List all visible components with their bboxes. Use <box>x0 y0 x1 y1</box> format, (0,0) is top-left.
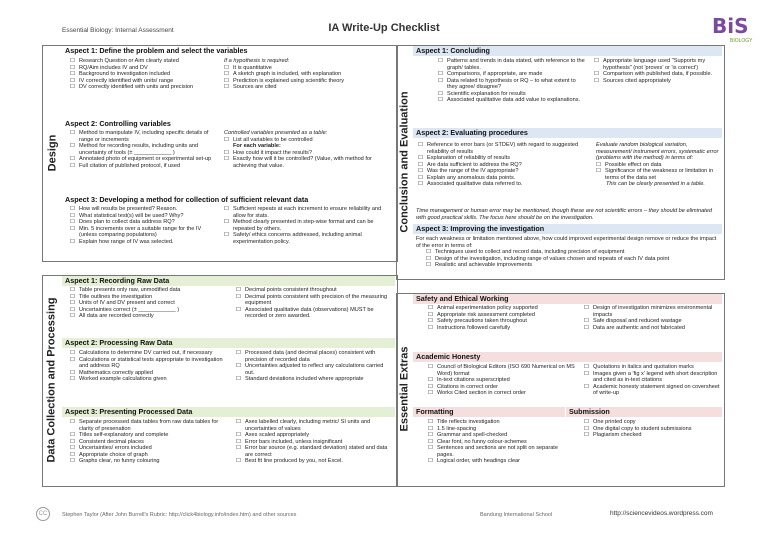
checkbox-icon[interactable]: ☐ <box>584 364 590 370</box>
checklist-item-label: Appropriate choice of graph <box>79 451 148 458</box>
submission-list <box>584 419 720 439</box>
submission-heading: Submission <box>566 407 722 417</box>
checkbox-icon[interactable]: ☐ <box>224 232 230 238</box>
checklist-item-label: Explain how range of IV was selected. <box>79 238 174 245</box>
checkbox-icon[interactable]: ☐ <box>70 77 76 84</box>
checklist-item-label: Design of the investigation, including range of values chosen and repeats of each IV data point <box>435 255 670 262</box>
checkbox-icon[interactable]: ☐ <box>428 419 434 425</box>
checklist-item-label: Units of IV and DV present and correct <box>79 300 175 306</box>
checklist-item-label: One digital copy to student submissions <box>593 425 692 432</box>
checkbox-icon[interactable]: ☐ <box>70 458 76 464</box>
checklist-item-label: Safety precautions taken throughout <box>437 318 527 324</box>
checklist-item-label: Explanation of reliability of results <box>427 155 511 161</box>
checkbox-icon[interactable]: ☐ <box>224 136 230 143</box>
checkbox-icon[interactable]: ☐ <box>418 174 424 181</box>
checklist-item[interactable] <box>236 294 392 307</box>
checklist-item[interactable] <box>70 458 230 465</box>
checklist-item-label: Title reflects investigation <box>437 419 500 425</box>
checklist-item-label: Associated qualitative data add value to explanations. <box>447 97 581 103</box>
checkbox-icon[interactable]: ☐ <box>70 84 76 90</box>
conclusion-aspect3-heading: Aspect 3: Improving the investigation <box>413 224 722 234</box>
checklist-item-label: Grammar and spell-checked <box>437 432 508 438</box>
checklist-item[interactable] <box>584 432 720 439</box>
checkbox-icon[interactable]: ☐ <box>224 156 230 162</box>
checkbox-icon[interactable]: ☐ <box>426 249 432 255</box>
honesty-heading: Academic Honesty <box>413 352 722 362</box>
checklist-item[interactable] <box>236 458 392 465</box>
footer-author: Stephen Taylor (After John Burrell's Rubric: http://click4biology.info/index.htm) and other sources <box>62 512 297 518</box>
checkbox-icon[interactable]: ☐ <box>70 313 76 319</box>
dcp-a2-left <box>70 350 230 383</box>
checklist-item-label: One printed copy <box>593 419 636 425</box>
checkbox-icon[interactable]: ☐ <box>584 425 590 432</box>
checklist-item-label: Full citation of published protocol, if used <box>79 162 181 169</box>
checkbox-icon[interactable]: ☐ <box>438 77 444 84</box>
checkbox-icon[interactable]: ☐ <box>236 445 242 451</box>
design-aspect1-heading: Aspect 1: Define the problem and select the variables <box>65 46 248 55</box>
checklist-item-label: Annotated photo of equipment or experimental set-up <box>79 156 212 162</box>
checklist-item-label: Background to investigation included <box>79 71 171 77</box>
checkbox-icon[interactable]: ☐ <box>70 287 76 293</box>
checklist-item-label: Worked example calculations given <box>79 376 167 382</box>
checklist-item[interactable] <box>70 357 230 370</box>
checkbox-icon[interactable]: ☐ <box>596 168 602 174</box>
checklist-item[interactable] <box>224 156 392 169</box>
checklist-item[interactable] <box>70 226 220 239</box>
checkbox-icon[interactable]: ☐ <box>70 212 76 219</box>
conclusion-a1-left <box>438 58 586 104</box>
checkbox-icon[interactable]: ☐ <box>236 376 242 382</box>
checklist-item-label: Comparison with published data, if possible. <box>603 71 713 77</box>
checkbox-icon[interactable]: ☐ <box>70 156 76 162</box>
checklist-item-label: Title outlines the investigation <box>79 293 153 300</box>
checkbox-icon[interactable]: ☐ <box>426 262 432 268</box>
checkbox-icon[interactable]: ☐ <box>428 377 434 383</box>
checklist-item-label: Academic honesty statement signed on coversheet of write-up <box>593 383 720 396</box>
checklist-item-label: Was the range of the IV appropriate? <box>427 168 519 174</box>
checkbox-icon[interactable]: ☐ <box>428 311 434 318</box>
checklist-item[interactable] <box>224 206 392 219</box>
checklist-item-label: RQ/Aim includes IV and DV <box>79 64 148 71</box>
checkbox-icon[interactable]: ☐ <box>418 155 424 161</box>
checklist-item-label: Min. 5 increments over a suitable range for the IV (unless comparing populations) <box>79 225 202 238</box>
checklist-item-label: Safety/ ethics concerns addressed, including animal experimentation policy. <box>233 232 362 245</box>
checklist-item[interactable] <box>438 58 586 71</box>
checklist-item-label: Plagiarism checked <box>593 432 642 438</box>
checklist-item[interactable] <box>428 364 578 377</box>
checklist-item-label: Associated qualitative data referred to. <box>427 181 523 187</box>
checklist-item[interactable] <box>70 143 220 156</box>
checkbox-icon[interactable]: ☐ <box>70 238 76 245</box>
checklist-item[interactable] <box>584 305 720 318</box>
controlled-vars-heading: Controlled variables presented as a table: <box>224 130 328 136</box>
checklist-item-label: A sketch graph is included, with explanation <box>233 71 342 77</box>
checkbox-icon[interactable]: ☐ <box>70 206 76 212</box>
checklist-item-label: Consistent decimal places <box>79 438 144 445</box>
checklist-item-label: Mathematics correctly applied <box>79 369 153 376</box>
conclusion-aspect2-heading: Aspect 2: Evaluating procedures <box>413 128 722 138</box>
dcp-a3-right <box>236 419 392 465</box>
footer-school: Bandung International School <box>480 512 553 518</box>
checklist-item-label: Error bars included, unless insignificant <box>245 438 343 445</box>
design-a3-right <box>224 206 392 245</box>
conclusion-a1-right <box>594 58 720 84</box>
checklist-item-label: Clear font, no funny colour-schemes <box>437 438 527 445</box>
checklist-item-label: Sources are cited <box>233 84 277 90</box>
checklist-item-label: Works Cited section in correct order <box>437 390 526 396</box>
checkbox-icon[interactable]: ☐ <box>70 419 76 425</box>
checkbox-icon[interactable]: ☐ <box>428 324 434 331</box>
checkbox-icon[interactable]: ☐ <box>224 64 230 71</box>
checklist-item[interactable] <box>70 163 220 170</box>
checklist-item-label: Comparisons, if appropriate, are made <box>447 71 543 77</box>
checklist-item-label: Decimal points consistent throughout <box>245 287 337 293</box>
checklist-item-label: Associated qualitative data (observations) MUST be recorded or zero awarded. <box>245 306 374 319</box>
checkbox-icon[interactable]: ☐ <box>584 383 590 390</box>
checkbox-icon[interactable]: ☐ <box>594 58 600 64</box>
checklist-item-label: Exactly how will it be controlled? (Value, with method for achieving that value. <box>233 156 372 169</box>
checklist-item[interactable] <box>236 419 392 432</box>
checkbox-icon[interactable]: ☐ <box>236 350 242 356</box>
design-side-label: Design <box>46 134 58 171</box>
checklist-item[interactable] <box>594 78 720 85</box>
checklist-item[interactable] <box>236 363 392 376</box>
hypothesis-heading: If a hypothesis is required: <box>224 58 290 64</box>
checkbox-icon[interactable]: ☐ <box>438 71 444 77</box>
checkbox-icon[interactable]: ☐ <box>236 363 242 369</box>
dcp-aspect1-heading: Aspect 1: Recording Raw Data <box>62 276 395 286</box>
checklist-item-label: How could it impact the results? <box>233 149 312 156</box>
checkbox-icon[interactable]: ☐ <box>236 419 242 425</box>
checkbox-icon[interactable]: ☐ <box>418 161 424 168</box>
checkbox-icon[interactable]: ☐ <box>438 97 444 103</box>
checklist-item-label: Uncertainties adjusted to reflect any calculations carried out. <box>245 363 384 376</box>
checkbox-icon[interactable]: ☐ <box>224 206 230 212</box>
checklist-item[interactable] <box>418 181 588 188</box>
checklist-item-label: Processed data (and decimal places) consistent with precision of recorded data <box>245 350 376 363</box>
checklist-item[interactable] <box>224 84 392 91</box>
checkbox-icon[interactable]: ☐ <box>418 168 424 174</box>
checkbox-icon[interactable]: ☐ <box>428 305 434 311</box>
improving-intro: For each weakness or limitation mentioned above, how could improved experimental design remove or reduce the impact of the error in terms of: <box>416 236 717 249</box>
checklist-item[interactable] <box>236 376 392 383</box>
checkbox-icon[interactable]: ☐ <box>70 64 76 71</box>
checkbox-icon[interactable]: ☐ <box>236 287 242 293</box>
checkbox-icon[interactable]: ☐ <box>236 438 242 445</box>
checkbox-icon[interactable]: ☐ <box>70 369 76 376</box>
checklist-item-label: Separate processed data tables from raw data tables for clarity of presenation <box>79 419 219 432</box>
checklist-item-label: Axes labelled clearly, including metric/ SI units and uncertainties of values <box>245 419 371 432</box>
checklist-item[interactable] <box>426 262 720 269</box>
formatting-heading: Formatting <box>413 407 565 417</box>
checkbox-icon[interactable]: ☐ <box>428 445 434 451</box>
checkbox-icon[interactable]: ☐ <box>70 219 76 225</box>
logo-subtext: BIOLOGY <box>730 38 753 44</box>
checklist-item-label: Decimal points consistent with precision of the measuring equipment <box>245 293 388 306</box>
checklist-item-label: Quotations in italics and quotation marks <box>593 364 694 370</box>
checkbox-icon[interactable]: ☐ <box>584 370 590 377</box>
design-a3-left <box>70 206 220 245</box>
dcp-a3-left <box>70 419 230 465</box>
checkbox-icon[interactable]: ☐ <box>584 432 590 438</box>
checklist-item-label: Titles self-explanatory and complete <box>79 432 169 438</box>
evaluate-heading: Evaluate random biological variation, measurement/ instrument errors, systematic error (problems with the method) in terms of: <box>596 142 719 161</box>
checklist-item-label: Techniques used to collect and record data, including precision of equipment <box>435 249 625 255</box>
checklist-item[interactable] <box>594 58 720 71</box>
checkbox-icon[interactable]: ☐ <box>584 419 590 425</box>
checkbox-icon[interactable]: ☐ <box>594 71 600 77</box>
design-a2-left <box>70 130 220 169</box>
checkbox-icon[interactable]: ☐ <box>70 300 76 306</box>
conclusion-a2-right <box>596 142 720 188</box>
checkbox-icon[interactable]: ☐ <box>70 438 76 445</box>
checklist-item[interactable] <box>70 313 230 320</box>
checklist-item-label: Possible effect on data <box>605 161 662 168</box>
checklist-item-label: Sources cited appropriately <box>603 77 671 84</box>
checklist-item-label: Images given a 'fig x' legend with short description and cited as in-text citations <box>593 370 718 383</box>
checkbox-icon[interactable]: ☐ <box>584 305 590 311</box>
page-subtitle: Essential Biology: Internal Assessment <box>62 27 174 34</box>
checklist-item-label: Data are authentic and not fabricated <box>593 324 686 331</box>
design-aspect3-heading: Aspect 3: Developing a method for collection of sufficient relevant data <box>65 195 309 204</box>
checkbox-icon[interactable]: ☐ <box>70 445 76 451</box>
checkbox-icon[interactable]: ☐ <box>70 162 76 169</box>
conclusion-side-label: Conclusion and Evaluation <box>398 90 411 233</box>
for-each-variable: For each variable: <box>233 143 281 149</box>
checklist-item[interactable] <box>428 325 578 332</box>
checklist-item-label: Best fit line produced by you, not Excel. <box>245 458 343 464</box>
checklist-item-label: Sufficient repeats at each increment to ensure reliability and allow for stats. <box>233 206 382 219</box>
design-a1-right <box>224 58 392 91</box>
cc-license-icon: CC <box>36 507 50 521</box>
checkbox-icon[interactable]: ☐ <box>70 306 76 313</box>
checkbox-icon[interactable]: ☐ <box>70 356 76 363</box>
checklist-item-label: Standard deviations included where appropriate <box>245 376 364 382</box>
checklist-item-label: All data are recorded correctly <box>79 313 154 319</box>
checklist-item-label: IV correctly identified with units/ range <box>79 77 174 84</box>
checklist-item-label: Table presents only raw, unmodified data <box>79 287 181 293</box>
honesty-right <box>584 364 720 397</box>
safety-right <box>584 305 720 331</box>
checklist-item-label: Graphs clear, no funny colouring <box>79 458 160 464</box>
checklist-item[interactable] <box>70 84 220 91</box>
safety-heading: Safety and Ethical Working <box>413 294 722 304</box>
checkbox-icon[interactable]: ☐ <box>418 142 424 148</box>
checklist-item[interactable] <box>236 445 392 458</box>
checkbox-icon[interactable]: ☐ <box>428 432 434 438</box>
checklist-item-label: Design of investigation minimizes environmental impacts <box>593 305 713 318</box>
checkbox-icon[interactable]: ☐ <box>70 451 76 458</box>
checklist-item-label: Instructions followed carefully <box>437 324 511 331</box>
checklist-item-label: 1.5 line-spacing <box>437 425 477 432</box>
checklist-item-label: Method for recording results, including units and uncertainty of tools (± ____________ ) <box>79 143 199 156</box>
checklist-item[interactable] <box>584 384 720 397</box>
checkbox-icon[interactable]: ☐ <box>428 364 434 370</box>
checkbox-icon[interactable]: ☐ <box>236 306 242 313</box>
checklist-item[interactable] <box>236 307 392 320</box>
checkbox-icon[interactable]: ☐ <box>70 432 76 438</box>
checklist-item-label: Are data sufficient to address the RQ? <box>427 161 522 168</box>
checkbox-icon[interactable]: ☐ <box>70 293 76 300</box>
checklist-item-label: Uncertainties correct (± ____________ ) <box>79 306 180 313</box>
logo-text: BiS <box>712 14 749 38</box>
checklist-item-label: Explain any anomalous data points. <box>427 174 516 181</box>
footer-url[interactable]: http://sciencevideos.wordpress.com <box>610 510 713 517</box>
checklist-item-label: Method to manipulate IV, including specific details of range or increments <box>79 130 209 143</box>
checkbox-icon[interactable]: ☐ <box>418 181 424 187</box>
checklist-item-label: Patterns and trends in data stated, with reference to the graph/ tables. <box>447 58 585 71</box>
design-a1-left <box>70 58 220 91</box>
extras-side-label: Essential Extras <box>398 346 411 432</box>
checklist-item[interactable] <box>438 78 586 91</box>
table-note: This can be clearly presented in a table. <box>606 181 705 187</box>
checkbox-icon[interactable]: ☐ <box>70 130 76 136</box>
checkbox-icon[interactable]: ☐ <box>594 77 600 84</box>
checklist-item-label: Safe disposal and reduced wastage <box>593 318 682 324</box>
checkbox-icon[interactable]: ☐ <box>224 77 230 84</box>
dcp-side-label: Data Collection and Processing <box>46 297 59 463</box>
checklist-item-label: Realistic and achievable improvements <box>435 262 533 268</box>
checklist-item[interactable] <box>70 239 220 246</box>
checklist-item-label: How will results be presented? Reason. <box>79 206 178 212</box>
checklist-item[interactable] <box>70 376 230 383</box>
checklist-item-label: Scientific explanation for results <box>447 90 526 97</box>
checkbox-icon[interactable]: ☐ <box>224 84 230 90</box>
checkbox-icon[interactable]: ☐ <box>236 432 242 438</box>
checklist-item[interactable] <box>428 458 562 465</box>
checkbox-icon[interactable]: ☐ <box>70 71 76 77</box>
checklist-item-label: List all variables to be controlled <box>233 136 313 143</box>
safety-left <box>428 305 578 331</box>
checklist-item-label: Significance of the weakness or limitation in terms of the data set <box>605 168 714 181</box>
checkbox-icon[interactable]: ☐ <box>70 376 76 382</box>
checklist-item-label: Citations in correct order <box>437 383 498 390</box>
checkbox-icon[interactable]: ☐ <box>428 383 434 390</box>
checklist-item-label: Calculations or statistical tests appropriate to investigation and address RQ <box>79 356 223 369</box>
checklist-item-label: Data related to hypothesis or RQ – to what extent to they agree/ disagree? <box>447 77 576 90</box>
checklist-item-label: Reference to error bars (or STDEV) with regard to suggested reliability of results <box>427 142 579 155</box>
checklist-item-label: Animal experimentation policy supported <box>437 305 538 311</box>
checkbox-icon[interactable]: ☐ <box>70 58 76 64</box>
checklist-item[interactable] <box>428 445 562 458</box>
design-a2-right <box>224 130 392 169</box>
checklist-item[interactable] <box>584 371 720 384</box>
checklist-item[interactable] <box>224 232 392 245</box>
dcp-aspect3-heading: Aspect 3: Presenting Processed Data <box>62 407 395 417</box>
design-aspect2-heading: Aspect 2: Controlling variables <box>65 119 171 128</box>
checklist-item-label: Does plan to collect data address RQ? <box>79 219 175 225</box>
checklist-item-label: Method clearly presented in step-wise format and can be repeated by others. <box>233 219 374 232</box>
checklist-item[interactable] <box>70 419 230 432</box>
checklist-item-label: Research Question or Aim clearly stated <box>79 58 179 64</box>
checkbox-icon[interactable]: ☐ <box>428 318 434 324</box>
conclusion-a3 <box>416 236 720 269</box>
checkbox-icon[interactable]: ☐ <box>428 438 434 445</box>
checklist-item-label: Uncertainties/ errors included <box>79 445 152 451</box>
checklist-item-label: Error bar source (e.g. standard deviation) stated and data are correct <box>245 445 388 458</box>
conclusion-a2-left <box>418 142 588 188</box>
checkbox-icon[interactable]: ☐ <box>428 458 434 464</box>
checkbox-icon[interactable]: ☐ <box>438 90 444 97</box>
dcp-a1-left <box>70 287 230 320</box>
checklist-item-label: Axes scaled appropriately <box>245 432 310 438</box>
checklist-item-label: It is quantitative <box>233 64 272 71</box>
checklist-item-label: In-text citations superscripted <box>437 377 510 383</box>
checklist-item[interactable] <box>428 390 578 397</box>
conclusion-aspect1-heading: Aspect 1: Concluding <box>413 46 722 56</box>
checkbox-icon[interactable]: ☐ <box>584 324 590 331</box>
checkbox-icon[interactable]: ☐ <box>224 149 230 156</box>
honesty-left <box>428 364 578 397</box>
checkbox-icon[interactable]: ☐ <box>428 425 434 432</box>
checkbox-icon[interactable]: ☐ <box>70 143 76 149</box>
checkbox-icon[interactable]: ☐ <box>224 71 230 77</box>
checklist-item[interactable] <box>70 130 220 143</box>
checklist-item-label: Appropriate risk assessment completed <box>437 311 535 318</box>
checkbox-icon[interactable]: ☐ <box>236 293 242 300</box>
page-title: IA Write-Up Checklist <box>328 22 440 34</box>
checkbox-icon[interactable]: ☐ <box>426 255 432 262</box>
checklist-item-label: Council of Biological Editors (ISO 690 Numerical on MS Word) format <box>437 364 575 377</box>
checkbox-icon[interactable]: ☐ <box>438 58 444 64</box>
dcp-a2-right <box>236 350 392 383</box>
checklist-item-label: Calculations to determine DV carried out, if necessary <box>79 350 213 356</box>
checkbox-icon[interactable]: ☐ <box>236 458 242 464</box>
checkbox-icon[interactable]: ☐ <box>70 225 76 232</box>
formatting-list <box>428 419 562 465</box>
checklist-item-label: Sentences and sections are not split on separate pages. <box>437 445 558 458</box>
checklist-item-label: Prediction is explained using scientific theory <box>233 77 345 84</box>
checklist-item[interactable] <box>224 219 392 232</box>
checkbox-icon[interactable]: ☐ <box>584 318 590 324</box>
checkbox-icon[interactable]: ☐ <box>224 219 230 225</box>
bis-logo <box>712 14 758 44</box>
checklist-item-label: DV correctly identified with units and precision <box>79 84 194 90</box>
checklist-item[interactable] <box>236 350 392 363</box>
checklist-item[interactable] <box>438 97 586 104</box>
checklist-item-label: Appropriate language used "Supports my hypothesis" (not 'proves' or 'is correct') <box>603 58 706 71</box>
conclusion-a2-note: Time management or human error may be mentioned, though these are not scientific errors – they should be eliminated with good practical skills. The focus here should be on the investigation. <box>416 208 712 221</box>
checkbox-icon[interactable]: ☐ <box>70 350 76 356</box>
dcp-a1-right <box>236 287 392 320</box>
checklist-item[interactable] <box>584 325 720 332</box>
checklist-item-label: Logical order, with headings clear <box>437 458 521 464</box>
checklist-item-label: What statistical test(s) will be used? Why? <box>79 212 184 219</box>
checklist-item[interactable] <box>418 142 588 155</box>
dcp-aspect2-heading: Aspect 2: Processing Raw Data <box>62 338 395 348</box>
checkbox-icon[interactable]: ☐ <box>596 161 602 168</box>
checklist-item[interactable] <box>596 168 720 181</box>
checkbox-icon[interactable]: ☐ <box>428 390 434 396</box>
